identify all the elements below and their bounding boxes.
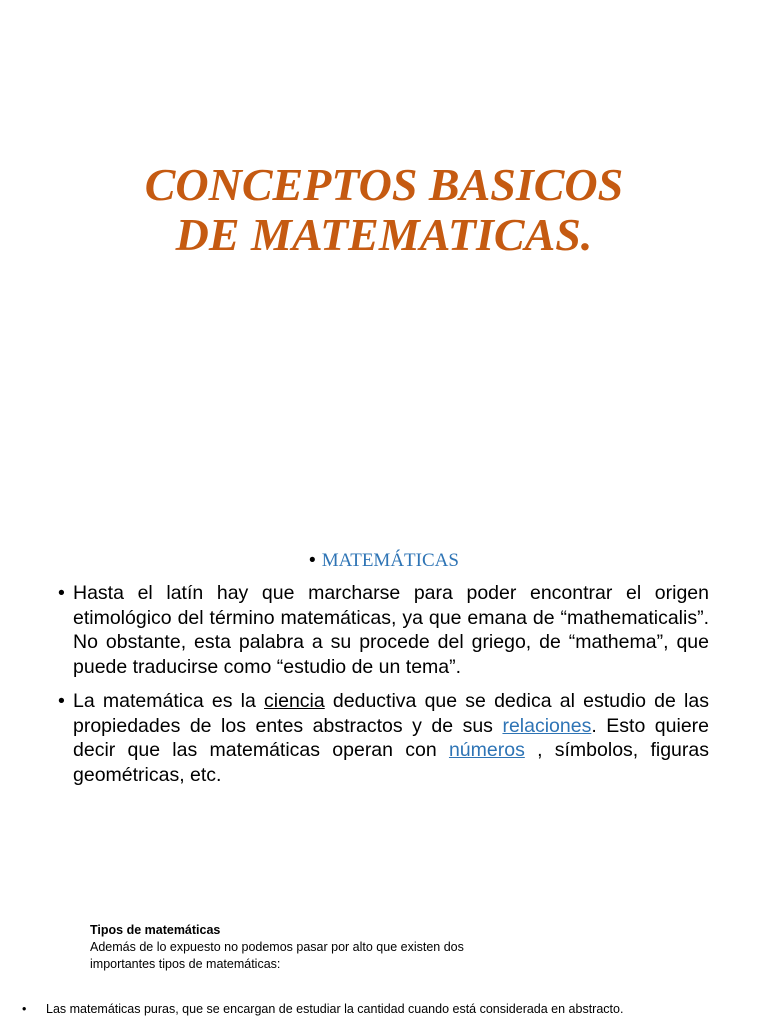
tipos-heading: Tipos de matemáticas: [90, 923, 221, 937]
link-ciencia[interactable]: ciencia: [264, 690, 325, 712]
link-numeros[interactable]: números: [448, 739, 525, 761]
list-item-etymology: [58, 581, 709, 679]
section-heading-text: MATEMÁTICAS: [321, 550, 459, 571]
link-relaciones[interactable]: relaciones: [502, 714, 592, 737]
body-list: [58, 581, 709, 797]
puras-text: Las matemáticas puras, que se encargan de estudiar la cantidad cuando está considerada en abstracto.: [46, 1002, 624, 1016]
puras-item: [22, 1001, 768, 1018]
tipos-text: Además de lo expuesto no podemos pasar por alto que existen dos importantes tipos de matemáticas:: [90, 940, 464, 971]
paragraph-part-3: . Esto quiere decir que las matemáticas operan con: [73, 714, 709, 761]
paragraph-etymology: Hasta el latín hay que marcharse para poder encontrar el origen etimológico del término matemáticas, ya que emana de “mathematicalis”. No obstante, esta palabra a su procede del griego, de “mathema”, que puede traducirse como “estudio de un tema”.: [73, 582, 709, 678]
bullet-icon: •: [309, 550, 316, 571]
document-title: [0, 160, 768, 260]
tipos-section: [90, 922, 490, 973]
title-line-1: CONCEPTOS BASICOS: [144, 159, 624, 210]
paragraph-part-4: , símbolos, figuras geométricas, etc.: [73, 739, 709, 786]
section-heading: [0, 549, 768, 573]
paragraph-part-1: La matemática es la: [73, 690, 265, 712]
title-line-2: DE MATEMATICAS.: [175, 209, 593, 260]
list-item-definition: [58, 689, 709, 787]
paragraph-part-2: deductiva que se dedica al estudio de las propiedades de los entes abstractos y de sus: [73, 690, 709, 737]
puras-bullet: •: [22, 1002, 27, 1016]
